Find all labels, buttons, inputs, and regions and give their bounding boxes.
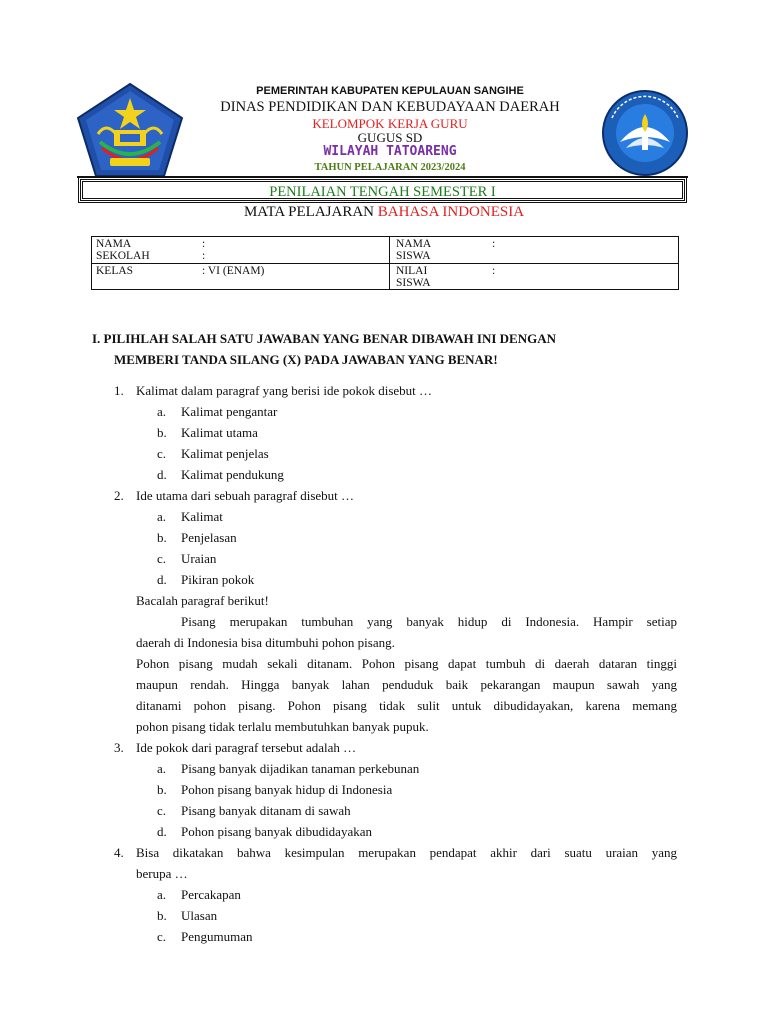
option-letter: b. <box>157 425 167 440</box>
option-text[interactable]: Pengumuman <box>181 929 253 944</box>
option-letter: c. <box>157 929 167 944</box>
score-label: SISWA <box>396 277 431 289</box>
school-name-label: SEKOLAH <box>96 250 150 262</box>
sangihe-regency-emblem-icon <box>76 82 184 178</box>
option-letter: c. <box>157 551 167 566</box>
header-region: WILAYAH TATOARENG <box>323 144 457 159</box>
question-4-number: 4. <box>114 845 124 860</box>
option-text[interactable]: Uraian <box>181 551 217 566</box>
option-letter: d. <box>157 824 167 839</box>
option-letter: c. <box>157 803 167 818</box>
option-text[interactable]: Pisang banyak dijadikan tanaman perkebunan <box>181 761 420 776</box>
option-letter: d. <box>157 467 167 482</box>
reading-intro: Bacalah paragraf berikut! <box>136 593 269 608</box>
option-text[interactable]: Ulasan <box>181 908 218 923</box>
header-government: PEMERINTAH KABUPATEN KEPULAUAN SANGIHE <box>256 85 524 97</box>
instruction-line-1: I. PILIHLAH SALAH SATU JAWABAN YANG BENAR DIBAWAH INI DENGAN <box>92 331 556 346</box>
option-text[interactable]: Pohon pisang banyak hidup di Indonesia <box>181 782 393 797</box>
option-text[interactable]: Kalimat <box>181 509 223 524</box>
option-letter: a. <box>157 887 167 902</box>
option-text[interactable]: Kalimat utama <box>181 425 258 440</box>
header-department: DINAS PENDIDIKAN DAN KEBUDAYAAN DAERAH <box>220 99 560 115</box>
student-identity-table <box>91 236 679 290</box>
question-2-number: 2. <box>114 488 124 503</box>
school-name-colon: : <box>202 238 206 250</box>
question-2-text: Ide utama dari sebuah paragraf disebut … <box>136 488 355 503</box>
exam-title: PENILAIAN TENGAH SEMESTER I <box>269 184 496 200</box>
school-name-colon: : <box>202 250 206 262</box>
reading-paragraph-2-line: Pohon pisang mudah sekali ditanam. Pohon pisang dapat tumbuh di daerah dataran tinggi <box>136 656 677 671</box>
reading-paragraph-2-line: maupun rendah. Hingga banyak lahan penduduk baik pekarangan maupun sawah yang <box>136 677 677 692</box>
reading-paragraph-1-line: Pisang merupakan tumbuhan yang banyak hidup di Indonesia. Hampir setiap <box>181 614 677 629</box>
instruction-line-2: MEMBERI TANDA SILANG (X) PADA JAWABAN YANG BENAR! <box>114 352 498 367</box>
question-4-text: berupa … <box>136 866 188 881</box>
option-letter: a. <box>157 404 167 419</box>
exam-title-box <box>80 179 685 201</box>
header-divider <box>77 176 688 178</box>
student-name-label: SISWA <box>396 250 431 262</box>
question-1-number: 1. <box>114 383 124 398</box>
question-3-text: Ide pokok dari paragraf tersebut adalah … <box>136 740 357 755</box>
subject-name: BAHASA INDONESIA <box>377 204 525 220</box>
class-value: : VI (ENAM) <box>202 265 265 277</box>
question-4-text: Bisa dikatakan bahwa kesimpulan merupakan pendapat akhir dari suatu uraian yang <box>136 845 677 860</box>
option-text[interactable]: Penjelasan <box>181 530 237 545</box>
header-cluster: GUGUS SD <box>357 130 423 145</box>
subject-title <box>190 204 578 221</box>
school-name-label: NAMA <box>96 238 132 250</box>
reading-paragraph-2-line: ditanami pohon pisang. Pohon pisang tidak sulit untuk dibudidayakan, karena memang <box>136 698 677 713</box>
option-letter: b. <box>157 782 167 797</box>
score-label: NILAI <box>396 265 428 277</box>
header-school-year: TAHUN PELAJARAN 2023/2024 <box>314 162 466 173</box>
option-letter: a. <box>157 761 167 776</box>
tut-wuri-handayani-logo-icon <box>598 88 692 178</box>
option-letter: a. <box>157 509 167 524</box>
option-text[interactable]: Pikiran pokok <box>181 572 255 587</box>
option-text[interactable]: Kalimat pendukung <box>181 467 284 482</box>
question-1-text: Kalimat dalam paragraf yang berisi ide pokok disebut … <box>136 383 433 398</box>
question-3-number: 3. <box>114 740 124 755</box>
student-name-label: NAMA <box>396 238 432 250</box>
student-name-colon: : <box>492 238 496 250</box>
option-text[interactable]: Kalimat pengantar <box>181 404 278 419</box>
score-colon: : <box>492 265 496 277</box>
table-divider <box>92 263 678 264</box>
reading-paragraph-1-line: daerah di Indonesia bisa ditumbuhi pohon pisang. <box>136 635 395 650</box>
reading-paragraph-2-line: pohon pisang tidak terlalu membutuhkan banyak pupuk. <box>136 719 429 734</box>
class-label: KELAS <box>96 265 134 277</box>
option-text[interactable]: Pohon pisang banyak dibudidayakan <box>181 824 372 839</box>
option-text[interactable]: Kalimat penjelas <box>181 446 269 461</box>
header-teacher-group: KELOMPOK KERJA GURU <box>312 116 468 131</box>
option-letter: d. <box>157 572 167 587</box>
option-text[interactable]: Percakapan <box>181 887 241 902</box>
option-text[interactable]: Pisang banyak ditanam di sawah <box>181 803 351 818</box>
option-letter: b. <box>157 908 167 923</box>
option-letter: c. <box>157 446 167 461</box>
option-letter: b. <box>157 530 167 545</box>
subject-prefix: MATA PELAJARAN <box>243 204 378 220</box>
